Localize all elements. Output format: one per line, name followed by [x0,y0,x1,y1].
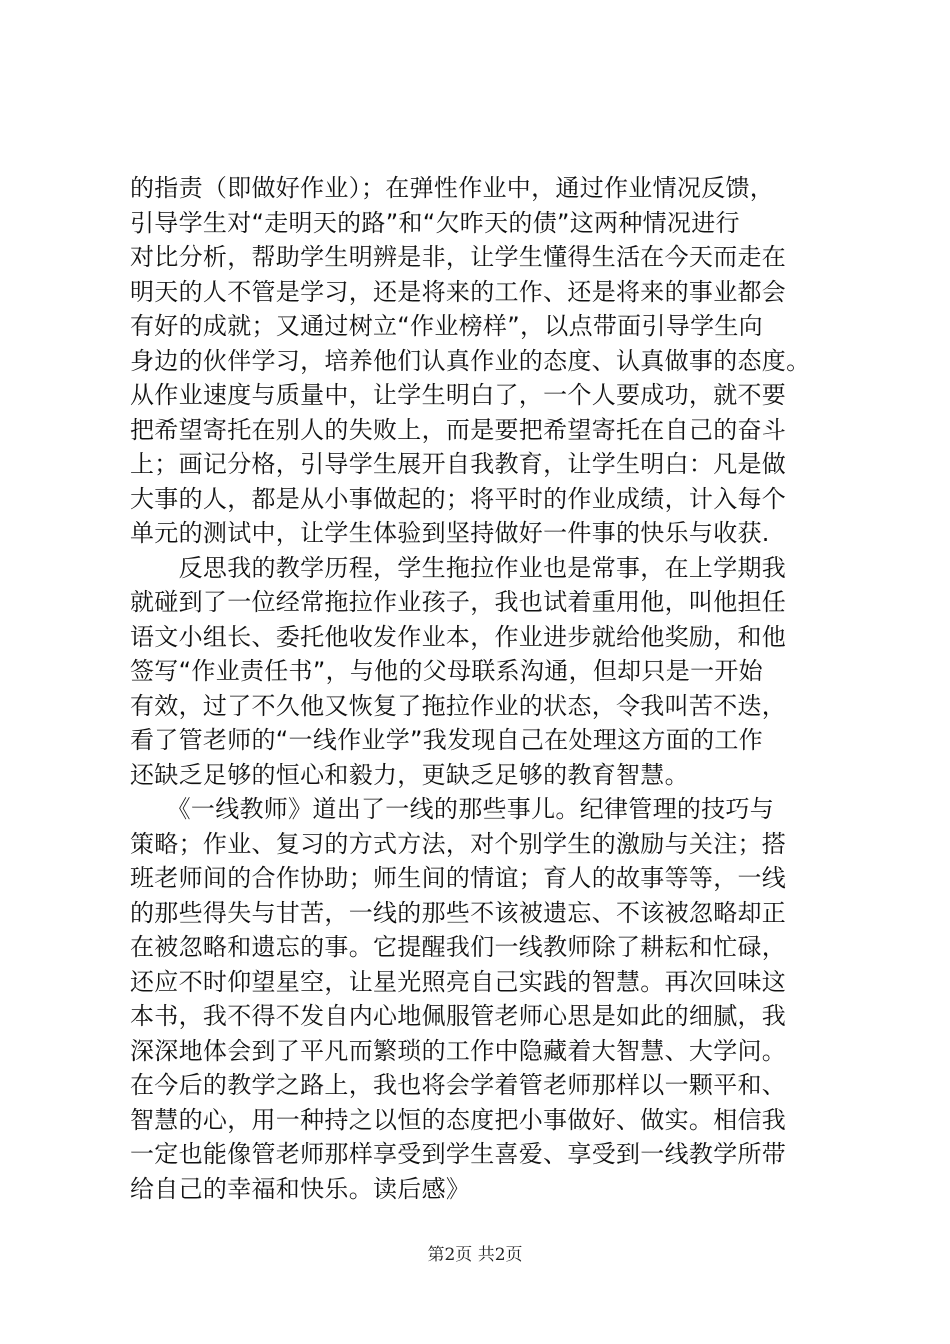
text-line: 从作业速度与质量中，让学生明白了，一个人要成功，就不要 [130,381,787,409]
text-line: 一定也能像管老师那样享受到学生喜爱、享受到一线教学所带 [130,1140,787,1168]
text-line: 明天的人不管是学习，还是将来的工作、还是将来的事业都会 [130,277,787,306]
text-line: 在被忽略和遗忘的事。它提醒我们一线教师除了耕耘和忙碌， [130,933,787,961]
text-line: 的指责（即做好作业）；在弹性作业中，通过作业情况反馈， [130,174,775,202]
text-line: 大事的人，都是从小事做起的；将平时的作业成绩，计入每个 [130,484,787,513]
text-line: 单元的测试中，让学生体验到坚持做好一件事的快乐与收获. [130,519,770,547]
text-line: 语文小组长、委托他收发作业本，作业进步就给他奖励，和他 [130,622,787,651]
text-line: 有效，过了不久他又恢复了拖拉作业的状态，令我叫苦不迭， [130,691,787,720]
text-line: 深深地体会到了平凡而繁琐的工作中隐藏着大智慧、大学问。 [130,1036,787,1065]
text-line: 有好的成就；又通过树立“作业榜样”，以点带面引导学生向 [130,312,763,340]
text-line: 还缺乏足够的恒心和毅力，更缺乏足够的教育智慧。 [130,760,689,789]
text-line: 把希望寄托在别人的失败上，而是要把希望寄托在自己的奋斗 [130,415,787,444]
text-line: 《一线教师》道出了一线的那些事儿。纪律管理的技巧与 [130,795,775,823]
text-line: 给自己的幸福和快乐。读后感》 [130,1174,471,1203]
text-line: 就碰到了一位经常拖拉作业孩子，我也试着重用他，叫他担任 [130,588,787,616]
text-line: 对比分析，帮助学生明辨是非，让学生懂得生活在今天而走在 [130,243,787,271]
text-line: 上；画记分格，引导学生展开自我教育，让学生明白：凡是做 [130,450,787,478]
text-line: 策略；作业、复习的方式方法，对个别学生的激励与关注；搭 [130,829,787,858]
page-number-footer: 第2页 共2页 [427,1245,523,1265]
text-line: 的那些得失与甘苦，一线的那些不该被遗忘、不该被忽略却正 [130,898,787,927]
text-line: 签写“作业责任书”，与他的父母联系沟通，但却只是一开始 [130,657,763,685]
body-text [130,171,840,1206]
text-line: 班老师间的合作协助；师生间的情谊；育人的故事等等，一线 [130,864,787,892]
text-line: 还应不时仰望星空，让星光照亮自己实践的智慧。再次回味这 [130,967,787,996]
text-line: 身边的伙伴学习，培养他们认真作业的态度、认真做事的态度。 [130,346,811,375]
text-line: 智慧的心，用一种持之以恒的态度把小事做好、做实。相信我 [130,1105,787,1134]
text-line: 本书，我不得不发自内心地佩服管老师心思是如此的细腻，我 [130,1002,787,1030]
text-line: 引导学生对“走明天的路”和“欠昨天的债”这两种情况进行 [130,208,740,237]
text-line: 在今后的教学之路上，我也将会学着管老师那样以一颗平和、 [130,1071,787,1099]
text-line: 反思我的教学历程，学生拖拉作业也是常事，在上学期我 [130,553,787,582]
text-line: 看了管老师的“一线作业学”我发现自己在处理这方面的工作 [130,726,763,754]
